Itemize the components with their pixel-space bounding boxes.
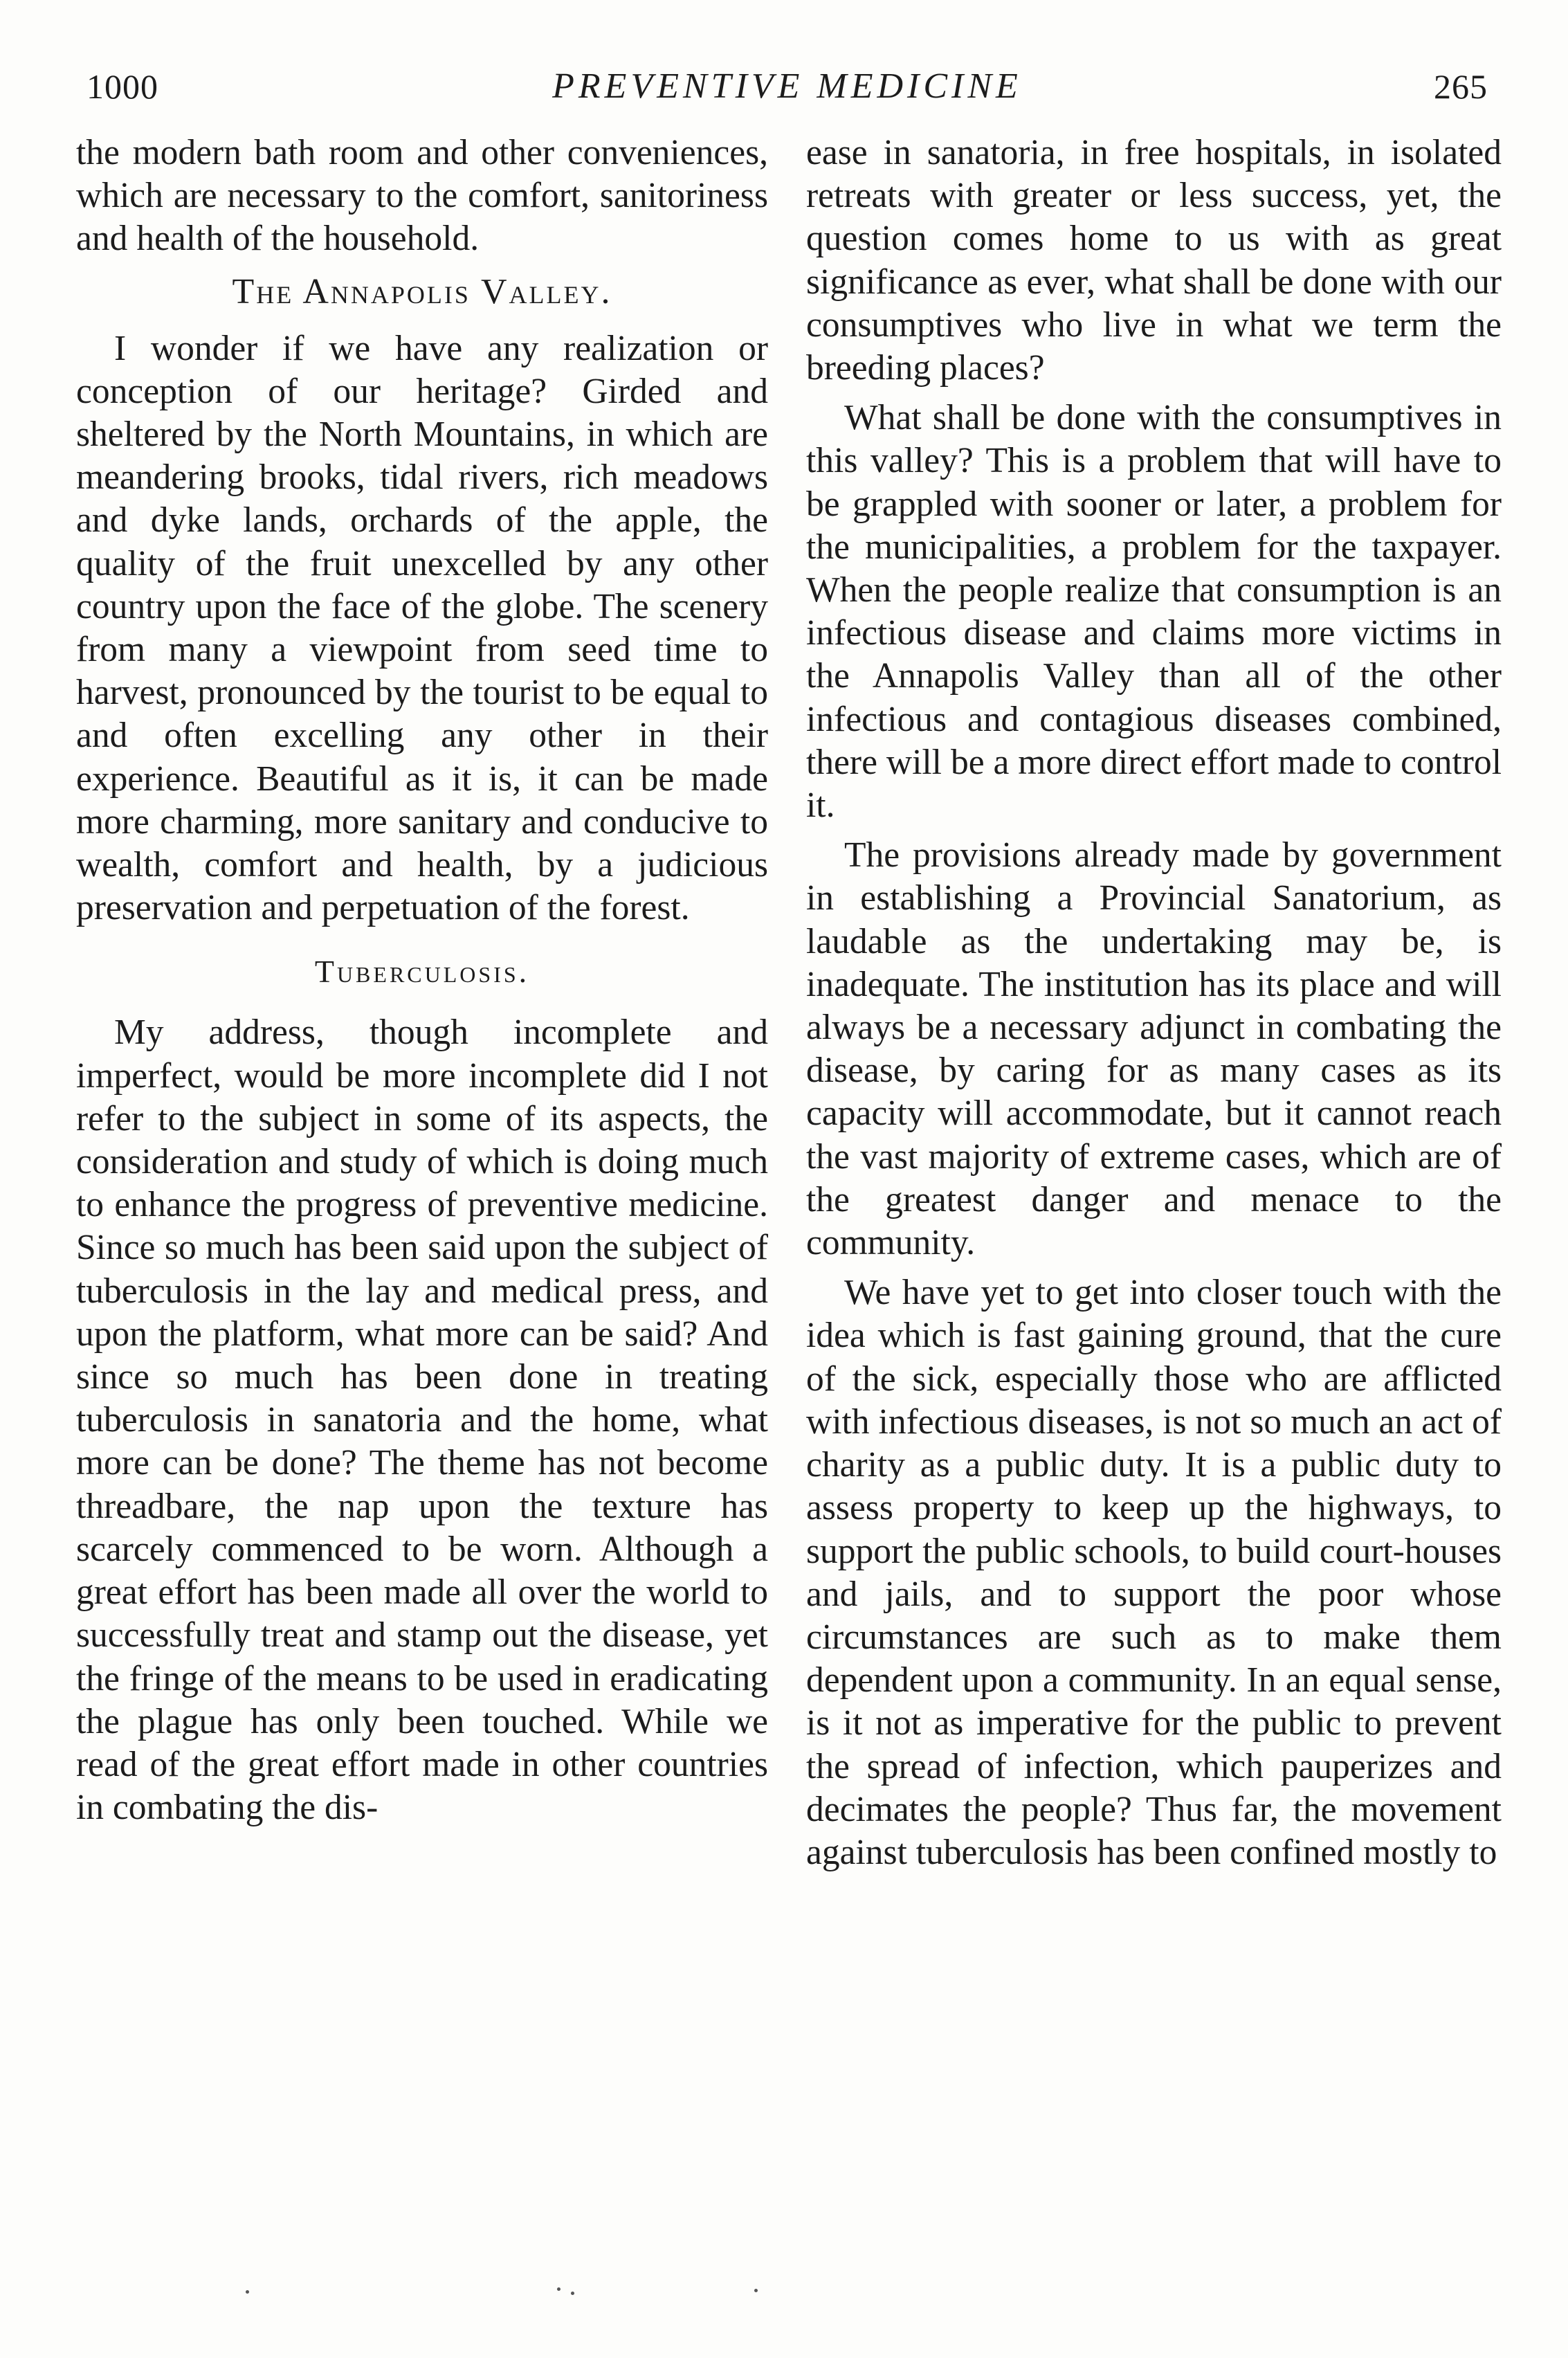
section-heading-tuberculosis: Tuberculosis.: [314, 954, 530, 990]
volume-page-number: 1000: [86, 67, 158, 106]
running-header: [86, 55, 1488, 118]
ink-speck: [557, 2287, 560, 2291]
ink-speck: [571, 2292, 574, 2295]
section-heading-annapolis-valley: The Annapolis Valley.: [232, 271, 612, 311]
running-title: PREVENTIVE MEDICINE: [552, 66, 1022, 106]
page-number: 265: [1434, 67, 1488, 106]
ink-speck: [246, 2290, 249, 2294]
paragraph-consumptives-valley: What shall be done with the consumptives in this valley? This is a problem that will have to be grappled with sooner or later, a problem for the municipalities, a problem for the taxpayer. When the people realize that consumption is an infectious disease and claims more victims in the Annapolis Valley than all of the other infectious and contagious diseases combined, there will be a more direct effort made to control it.: [806, 398, 1502, 826]
paragraph-continued: the modern bath room and other conveniences, which are necessary to the comfort, sanitoriness and health of the household.: [76, 133, 768, 259]
print-specks: [246, 2287, 799, 2301]
left-column: [76, 131, 768, 1829]
paragraph-provincial-sanatorium: The provisions already made by government in establishing a Provincial Sanatorium, as laudable as the undertaking may be, is inadequate. The institution has its place and will always be a necessary adjunct in combating the disease, by caring for as many cases as its capacity will accommodate, but it cannot reach the vast majority of extreme cases, which are of the greatest danger and menace to the community.: [806, 835, 1502, 1263]
paragraph-continued-sanatoria: ease in sanatoria, in free hospitals, in isolated retreats with greater or less success, yet, the question comes home to us with as great significance as ever, what shall be done with our consumptives who live in what we term the breeding places?: [806, 133, 1502, 388]
paragraph-heritage: I wonder if we have any realization or conception of our heritage? Girded and sheltered by the North Mountains, in which are meandering brooks, tidal rivers, rich meadows and dyke lands, orchards of the apple, the quality of the fruit unexcelled by any other country upon the face of the globe. The scenery from many a viewpoint from seed time to harvest, pronounced by the tourist to be equal to and often excelling any other in their experience. Beautiful as it is, it can be made more charming, more sanitary and conducive to wealth, comfort and health, by a judicious preservation and perpetuation of the forest.: [76, 328, 768, 928]
right-column: [806, 131, 1502, 1874]
paragraph-public-duty: We have yet to get into closer touch with the idea which is fast gaining ground, that the cure of the sick, especially those who are afflicted with infectious diseases, is not so much an act of charity as a public duty. It is a public duty to assess property to keep up the highways, to support the public schools, to build court-houses and jails, and to support the poor whose circumstances are such as to make them dependent upon a community. In an equal sense, is it not as imperative for the public to prevent the spread of infection, which pauperizes and decimates the people? Thus far, the movement against tuberculosis has been confined mostly to: [806, 1273, 1502, 1872]
ink-speck: [754, 2289, 758, 2292]
paragraph-address: My address, though incomplete and imperfect, would be more incomplete did I not refer to the subject in some of its aspects, the consideration and study of which is doing much to enhance the progress of preventive medicine. Since so much has been said upon the subject of tuberculosis in the lay and medical press, and upon the platform, what more can be said? And since so much has been done in treating tuberculosis in sanatoria and the home, what more can be done? The theme has not become threadbare, the nap upon the texture has scarcely commenced to be worn. Although a great effort has been made all over the world to successfully treat and stamp out the disease, yet the fringe of the means to be used in eradicating the plague has only been touched. While we read of the great effort made in other countries in combating the dis-: [76, 1013, 768, 1828]
